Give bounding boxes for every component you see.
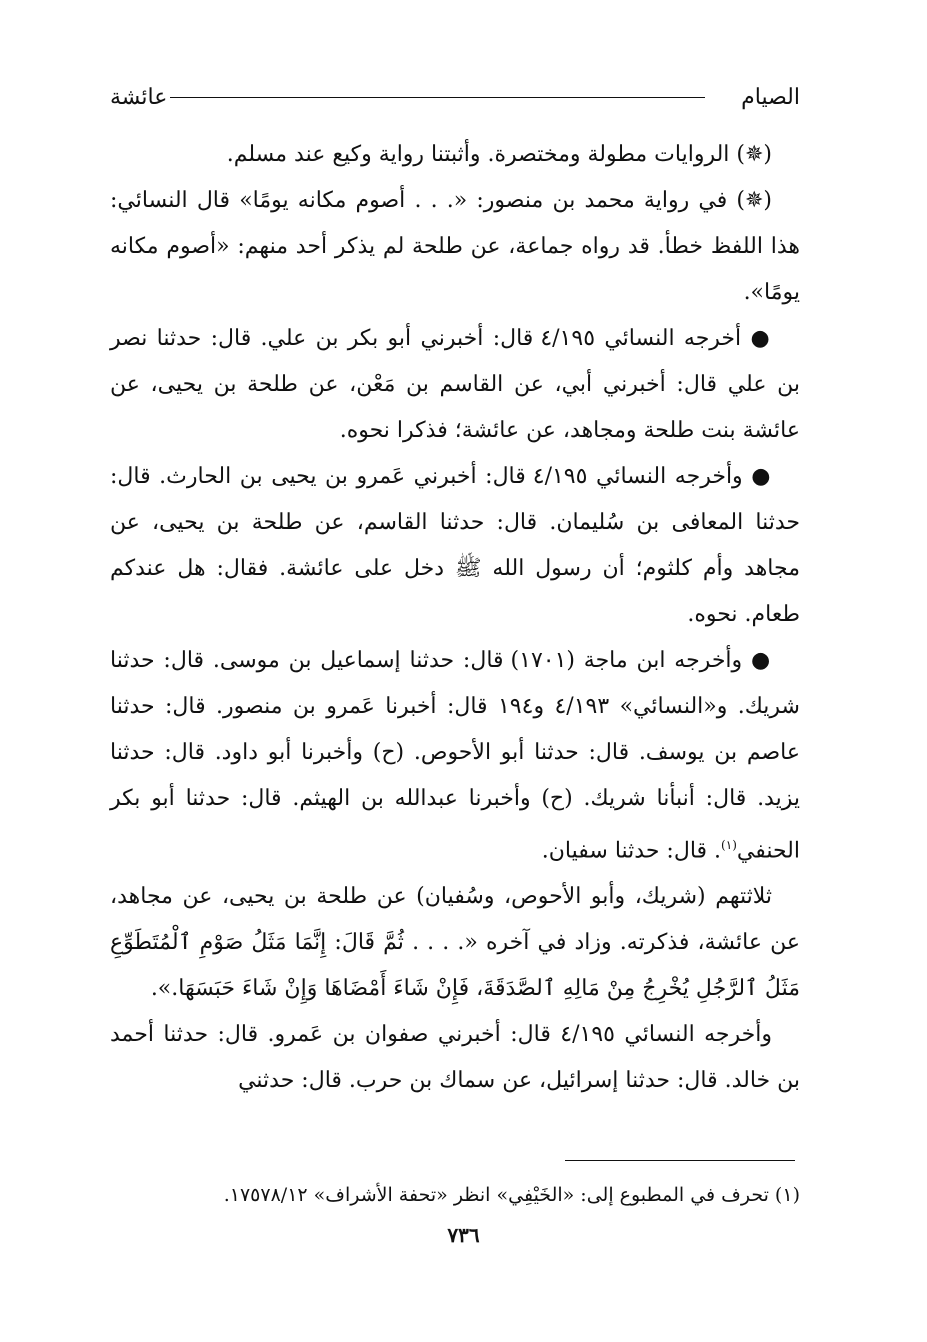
footnote-rule (565, 1160, 795, 1161)
section-title: عائشة (110, 85, 168, 110)
chapter-title: الصيام (741, 85, 800, 110)
page-number: ٧٣٦ (447, 1223, 480, 1247)
paragraph-note-2: (✵) في رواية محمد بن منصور: «. . . أصوم مكانه يومًا» قال النسائي: هذا اللفظ خطأ. قد رواه جماعة، عن طلحة لم يذكر أحد منهم: «أصوم مكانه يومًا». (110, 188, 800, 305)
paragraph-takhrij-3 (110, 638, 800, 874)
paragraph-note-1: (✵) الروايات مطولة ومختصرة. وأثبتنا رواية وكيع عند مسلم. (226, 142, 772, 167)
paragraph-takhrij-3-tail: . قال: حدثنا سفيان. (541, 838, 722, 864)
paragraph-takhrij-1: ● أخرجه النسائي ٤/١٩٥ قال: أخبرني أبو بكر بن علي. قال: حدثنا نصر بن علي قال: أخبرني أبي، عن القاسم بن مَعْن، عن طلحة بن يحيى، عن عائشة بنت طلحة ومجاهد، عن عائشة؛ فذكرا نحوه. (110, 326, 800, 443)
footnote-reference: (١) (721, 838, 737, 852)
paragraph-takhrij-3-text: ● وأخرجه ابن ماجة (١٧٠١) قال: حدثنا إسماعيل بن موسى. قال: حدثنا شريك. و«النسائي» ٤/١٩٣ و١٩٤ قال: أخبرنا عَمرو بن منصور. قال: حدثنا عاصم بن يوسف. قال: حدثنا أبو الأحوص. (ح) وأخبرنا أبو داود. قال: حدثنا يزيد. قال: أنبأنا شريك. (ح) وأخبرنا عبدالله بن الهيثم. قال: حدثنا أبو بكر الحنفي (110, 648, 800, 864)
paragraph-takhrij-4: وأخرجه النسائي ٤/١٩٥ قال: أخبرني صفوان بن عَمرو. قال: حدثنا أحمد بن خالد. قال: حدثنا إسرائيل، عن سماك بن حرب. قال: حدثني (110, 1022, 800, 1094)
main-text (110, 132, 800, 1104)
footnote: (١) تحرف في المطبوع إلى: «الخَيْفِي» انظر «تحفة الأشراف» ١٧٥٧٨/١٢. (223, 1184, 800, 1206)
paragraph-hadith-text: ثلاثتهم (شريك، وأبو الأحوص، وسُفيان) عن طلحة بن يحيى، عن مجاهد، عن عائشة، فذكرته. وزاد في آخره «. . . . ثُمَّ قَالَ: إِنَّمَا مَثَلُ صَوْمِ ٱلْمُتَطَوِّعِ مَثَلُ ٱلرَّجُلِ يُخْرِجُ مِنْ مَالِهِ ٱلصَّدَقَةَ، فَإِنْ شَاءَ أَمْضَاهَا وَإِنْ شَاءَ حَبَسَهَا.». (110, 884, 800, 1002)
paragraph-takhrij-2: ● وأخرجه النسائي ٤/١٩٥ قال: أخبرني عَمرو بن يحيى بن الحارث. قال: حدثنا المعافى بن سُليمان. قال: حدثنا القاسم، عن طلحة بن يحيى، عن مجاهد وأم كلثوم؛ أن رسول الله ﷺ دخل على عائشة. فقال: هل عندكم طعام. نحوه. (110, 464, 800, 627)
running-header (110, 85, 800, 117)
header-rule (170, 97, 705, 98)
